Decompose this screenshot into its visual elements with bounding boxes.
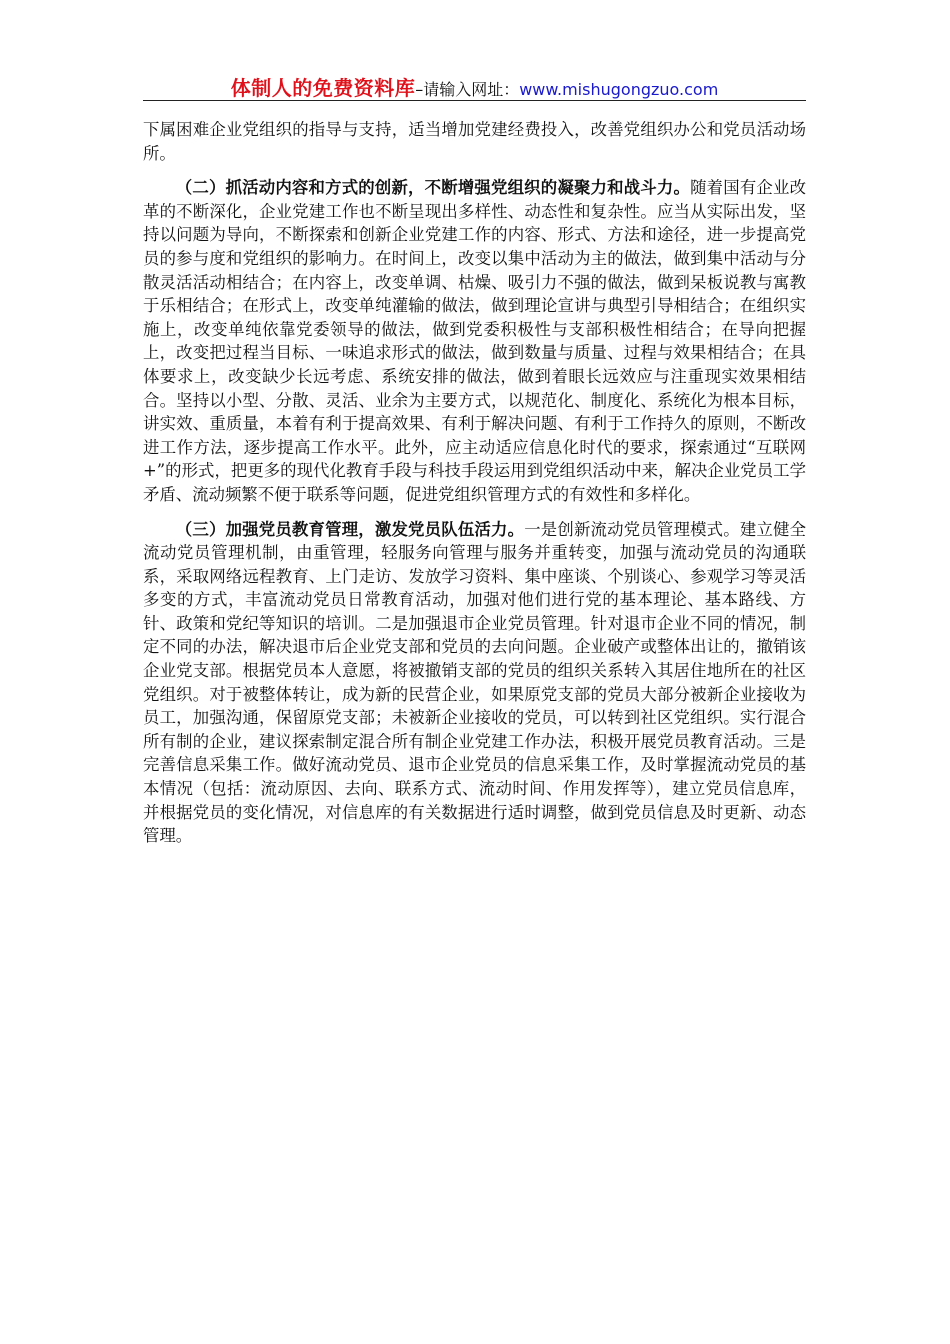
site-header — [143, 72, 806, 102]
header-divider — [143, 100, 806, 101]
paragraph-section-2 — [143, 176, 806, 506]
paragraph-section-3 — [143, 518, 806, 848]
document-body — [143, 118, 806, 848]
url-prompt: –请输入网址： — [415, 80, 520, 99]
paragraph-text: 下属困难企业党组织的指导与支持，适当增加党建经费投入，改善党组织办公和党员活动场所。 — [143, 120, 806, 163]
paragraph-continued — [143, 118, 806, 165]
paragraph-text: 随着国有企业改革的不断深化，企业党建工作也不断呈现出多样性、动态性和复杂性。应当从实际出发，坚持以问题为导向，不断探索和创新企业党建工作的内容、形式、方法和途径，进一步提高党员的参与度和党组织的影响力。在时间上，改变以集中活动为主的做法，做到集中活动与分散灵活活动相结合；在内容上，改变单调、枯燥、吸引力不强的做法，做到呆板说教与寓教于乐相结合；在形式上，改变单纯灌输的做法，做到理论宣讲与典型引导相结合；在组织实施上，改变单纯依靠党委领导的做法，做到党委积极性与支部积极性相结合；在导向把握上，改变把过程当目标、一味追求形式的做法，做到数量与质量、过程与效果相结合；在具体要求上，改变缺少长远考虑、系统安排的做法，做到着眼长远效应与注重现实效果相结合。坚持以小型、分散、灵活、业余为主要方式，以规范化、制度化、系统化为根本目标，讲实效、重质量，本着有利于提高效果、有利于解决问题、有利于工作持久的原则，不断改进工作方法，逐步提高工作水平。此外，应主动适应信息化时代的要求，探索通过“互联网+”的形式，把更多的现代化教育手段与科技手段运用到党组织活动中来，解决企业党员工学矛盾、流动频繁不便于联系等问题，促进党组织管理方式的有效性和多样化。 — [143, 178, 807, 504]
section-heading: （三）加强党员教育管理，激发党员队伍活力。 — [175, 519, 525, 539]
site-url-link[interactable]: www.mishugongzuo.com — [519, 80, 719, 99]
site-brand: 体制人的免费资料库 — [230, 76, 416, 100]
paragraph-text: 一是创新流动党员管理模式。建立健全流动党员管理机制，由重管理，轻服务向管理与服务并重转变，加强与流动党员的沟通联系，采取网络远程教育、上门走访、发放学习资料、集中座谈、个别谈心、参观学习等灵活多变的方式，丰富流动党员日常教育活动，加强对他们进行党的基本理论、基本路线、方针、政策和党纪等知识的培训。二是加强退市企业党员管理。针对退市企业不同的情况，制定不同的办法，解决退市后企业党支部和党员的去向问题。企业破产或整体出让的，撤销该企业党支部。根据党员本人意愿，将被撤销支部的党员的组织关系转入其居住地所在的社区党组织。对于被整体转让，成为新的民营企业，如果原党支部的党员大部分被新企业接收为员工，加强沟通，保留原党支部；未被新企业接收的党员，可以转到社区党组织。实行混合所有制的企业，建议探索制定混合所有制企业党建工作办法，积极开展党员教育活动。三是完善信息采集工作。做好流动党员、退市企业党员的信息采集工作，及时掌握流动党员的基本情况（包括：流动原因、去向、联系方式、流动时间、作用发挥等），建立党员信息库，并根据党员的变化情况，对信息库的有关数据进行适时调整，做到党员信息及时更新、动态管理。 — [143, 519, 807, 846]
section-heading: （二）抓活动内容和方式的创新，不断增强党组织的凝聚力和战斗力。 — [175, 178, 691, 198]
